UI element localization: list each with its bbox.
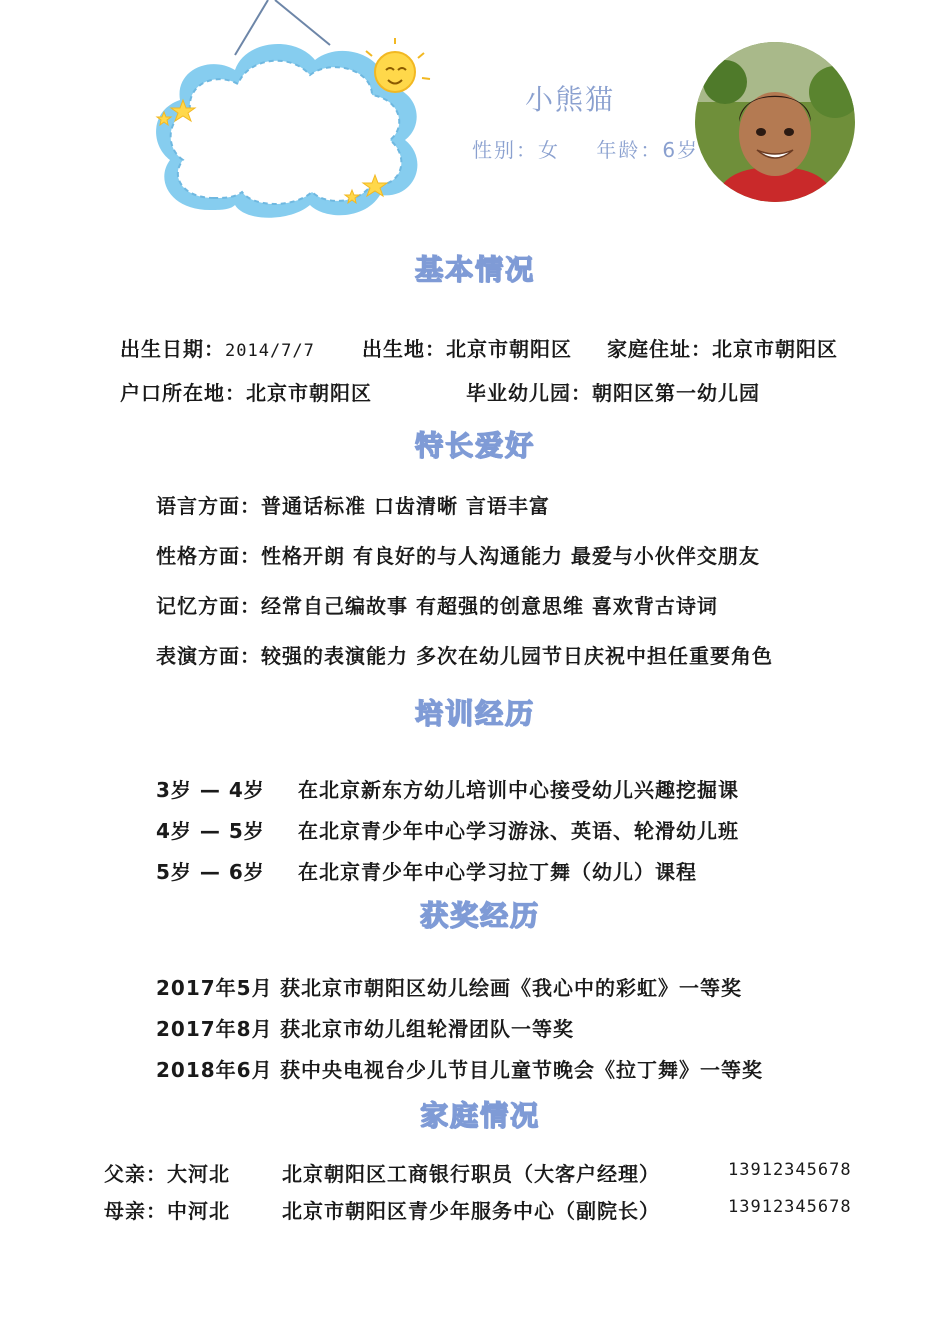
birthplace: 出生地：北京市朝阳区 (362, 337, 572, 361)
avatar (695, 42, 855, 202)
award-date: 2017年8月 (156, 1017, 273, 1041)
section-title-basic: 基本情况 (414, 253, 535, 286)
training-period: 4岁 — 5岁 (156, 819, 265, 843)
award-desc: 获北京市幼儿组轮滑团队一等奖 (280, 1017, 574, 1041)
hobby-item: 记忆方面：经常自己编故事 有超强的创意思维 喜欢背古诗词 (156, 594, 718, 618)
family-phone: 13912345678 (728, 1197, 852, 1217)
child-name: 小熊猫 (524, 83, 615, 116)
training-desc: 在北京新东方幼儿培训中心接受幼儿兴趣挖掘课 (298, 778, 739, 802)
family-job: 北京朝阳区工商银行职员（大客户经理） (282, 1162, 660, 1186)
training-desc: 在北京青少年中心学习游泳、英语、轮滑幼儿班 (298, 819, 739, 843)
section-title-hobbies: 特长爱好 (414, 429, 535, 462)
cloud-sign-decoration (150, 0, 440, 225)
training-period: 5岁 — 6岁 (156, 860, 265, 884)
gender-text: 性别：女 (472, 138, 560, 162)
award-desc: 获北京市朝阳区幼儿绘画《我心中的彩虹》一等奖 (280, 976, 742, 1000)
birth-label: 出生日期： (120, 337, 225, 361)
gender-age (472, 134, 727, 163)
training-desc: 在北京青少年中心学习拉丁舞（幼儿）课程 (298, 860, 697, 884)
basic-row-1 (120, 333, 315, 362)
section-title-training: 培训经历 (414, 697, 535, 730)
hobby-item: 语言方面：普通话标准 口齿清晰 言语丰富 (156, 494, 550, 518)
section-title-awards: 获奖经历 (419, 899, 540, 932)
award-date: 2018年6月 (156, 1058, 273, 1082)
family-phone: 13912345678 (728, 1160, 852, 1180)
family-who: 母亲：中河北 (104, 1199, 230, 1223)
hobby-item: 性格方面：性格开朗 有良好的与人沟通能力 最爱与小伙伴交朋友 (156, 544, 760, 568)
age-text: 年龄：6岁 (596, 138, 700, 162)
home-address: 家庭住址：北京市朝阳区 (607, 337, 838, 361)
birth-date: 2014/7/7 (225, 341, 315, 361)
hobby-item: 表演方面：较强的表演能力 多次在幼儿园节日庆祝中担任重要角色 (156, 644, 773, 668)
family-who: 父亲：大河北 (104, 1162, 230, 1186)
training-period: 3岁 — 4岁 (156, 778, 265, 802)
award-desc: 获中央电视台少儿节目儿童节晚会《拉丁舞》一等奖 (280, 1058, 763, 1082)
kindergarten: 毕业幼儿园：朝阳区第一幼儿园 (466, 381, 760, 405)
hukou-location: 户口所在地：北京市朝阳区 (120, 381, 372, 405)
section-title-family: 家庭情况 (419, 1099, 540, 1132)
family-job: 北京市朝阳区青少年服务中心（副院长） (282, 1199, 660, 1223)
award-date: 2017年5月 (156, 976, 273, 1000)
